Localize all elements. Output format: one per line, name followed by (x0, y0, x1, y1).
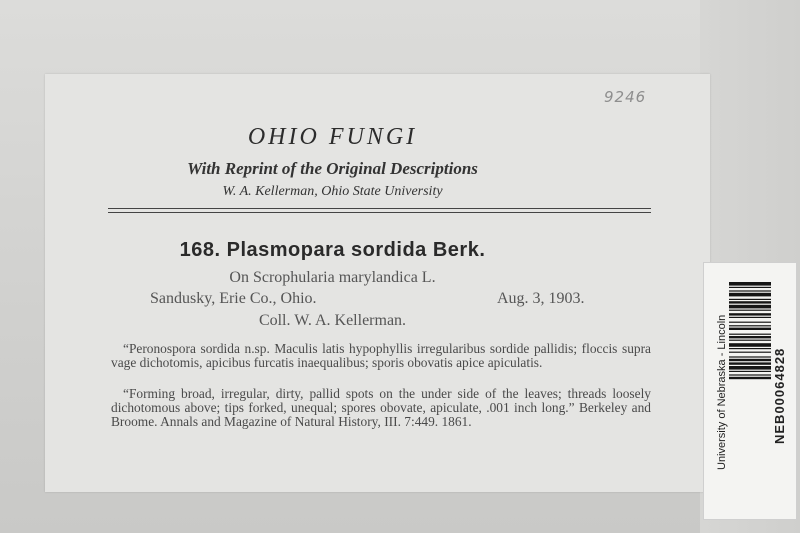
barcode-icon (729, 282, 771, 462)
specimen-title: 168. Plasmopara sordida Berk. (179, 239, 486, 261)
divider-rule (108, 212, 651, 213)
collection-locality: Sandusky, Erie Co., Ohio. (150, 290, 317, 307)
barcode-number: NEB00064828 (772, 347, 787, 444)
english-description-text: “Forming broad, irregular, dirty, pallid spots on the under side of the leaves; threads loosely dichotomous above; tips forked, unequal; spores obovate, apiculate, .001 inch long.” Berkeley and Broome. Annals and Magazine of Natural History, III. 7:449. 1861. (111, 386, 651, 429)
english-description (111, 387, 651, 429)
series-author: W. A. Kellerman, Ohio State University (222, 184, 443, 199)
collection-date: Aug. 3, 1903. (497, 290, 585, 307)
series-title: OHIO FUNGI (247, 124, 418, 150)
institution-name: University of Nebraska - Lincoln (716, 314, 728, 470)
series-subtitle: With Reprint of the Original Descriptions (187, 159, 478, 178)
host-plant: On Scrophularia marylandica L. (229, 269, 436, 286)
collector: Coll. W. A. Kellerman. (258, 312, 407, 329)
handwritten-annotation: 9246 (604, 88, 647, 106)
latin-description (111, 342, 651, 370)
latin-description-text: “Peronospora sordida n.sp. Maculis latis hypophyllis irregularibus sordide pallidis; floccis supra vage dichotomis, apicibus furcatis inaequalibus; sporis obovatis apice apiculatis. (111, 341, 651, 370)
divider-rule (108, 208, 651, 209)
